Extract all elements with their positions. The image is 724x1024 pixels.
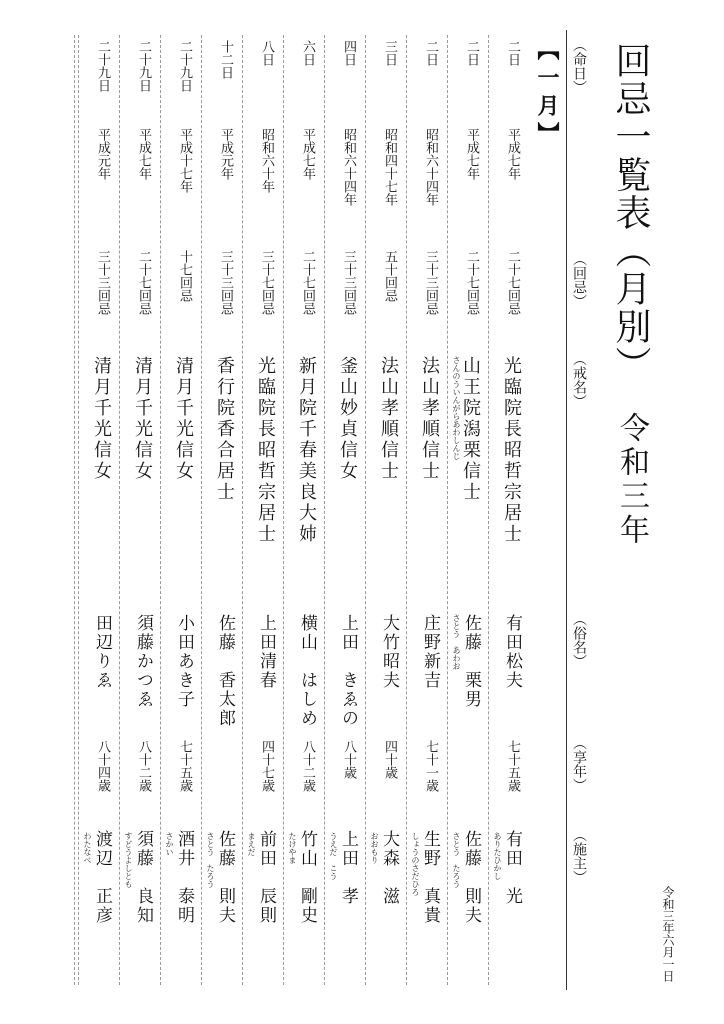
row-era: 平成元年 bbox=[95, 128, 110, 180]
row-sesh-ruby: さかい bbox=[165, 832, 174, 856]
row-separator bbox=[283, 35, 284, 985]
row-zokumyo: 須藤かつゑ bbox=[133, 614, 153, 709]
row-zokumyo: 上田 きゑの bbox=[338, 614, 358, 728]
row-separator bbox=[242, 35, 243, 985]
row-kaimyo: 香行院香合居士 bbox=[214, 356, 235, 503]
row-era: 平成十七年 bbox=[177, 128, 192, 193]
row-zokumyo-ruby: さとう あわお bbox=[452, 614, 461, 670]
row-sesh: 須藤 良知 bbox=[133, 830, 153, 925]
row-age: 七十五歳 bbox=[505, 740, 520, 792]
row-day: 四日 bbox=[341, 40, 356, 66]
row-separator bbox=[119, 35, 120, 985]
row-sesh: 酒井 泰明 bbox=[174, 830, 194, 925]
row-sesh-ruby: まえだ bbox=[247, 832, 256, 856]
row-zokumyo: 小田あき子 bbox=[174, 614, 194, 709]
row-zokumyo: 庄野新吉 bbox=[420, 614, 440, 690]
row-era: 昭和六十四年 bbox=[423, 128, 438, 206]
row-kaiki: 三十七回忌 bbox=[259, 250, 274, 315]
row-zokumyo: 有田松夫 bbox=[502, 614, 522, 690]
row-era: 昭和六十四年 bbox=[341, 128, 356, 206]
row-era: 平成七年 bbox=[300, 128, 315, 180]
row-era: 平成七年 bbox=[464, 128, 479, 180]
row-separator bbox=[160, 35, 161, 985]
row-kaimyo-ruby: さんのういんがらあわしんじ bbox=[452, 356, 461, 460]
table-left-border bbox=[74, 35, 75, 985]
row-kaimyo: 清月千光信女 bbox=[91, 356, 112, 482]
row-kaiki: 二十七回忌 bbox=[464, 250, 479, 315]
row-sesh: 大森 滋 bbox=[379, 830, 399, 906]
row-age: 七十五歳 bbox=[177, 740, 192, 792]
row-sesh-ruby: さとう たろう bbox=[206, 832, 215, 888]
row-sesh-ruby: ありたひかし bbox=[493, 832, 502, 880]
row-era: 昭和四十七年 bbox=[382, 128, 397, 206]
row-kaimyo: 法山孝順信士 bbox=[378, 356, 399, 482]
row-sesh-ruby: すどうよしとも bbox=[124, 832, 133, 888]
row-kaimyo: 光臨院長昭哲宗居士 bbox=[255, 356, 276, 545]
row-sesh: 佐藤 則夫 bbox=[461, 830, 481, 925]
row-age: 四十七歳 bbox=[259, 740, 274, 792]
row-era: 平成七年 bbox=[505, 128, 520, 180]
row-kaiki: 二十七回忌 bbox=[505, 250, 520, 315]
row-kaiki: 三十三回忌 bbox=[341, 250, 356, 315]
row-kaiki: 三十三回忌 bbox=[95, 250, 110, 315]
row-separator bbox=[365, 35, 366, 985]
row-age: 八十四歳 bbox=[95, 740, 110, 792]
row-kaiki: 三十三回忌 bbox=[218, 250, 233, 315]
row-era: 平成元年 bbox=[218, 128, 233, 180]
row-day: 三日 bbox=[382, 40, 397, 66]
row-kaiki: 三十三回忌 bbox=[423, 250, 438, 315]
row-sesh: 竹山 剛史 bbox=[297, 830, 317, 925]
row-day: 二日 bbox=[423, 40, 438, 66]
row-sesh: 生野 真貴 bbox=[420, 830, 440, 925]
row-sesh: 佐藤 則夫 bbox=[215, 830, 235, 925]
row-kaiki: 二十七回忌 bbox=[136, 250, 151, 315]
header-age: （享年） bbox=[571, 736, 587, 792]
row-era: 昭和六十年 bbox=[259, 128, 274, 193]
row-kaimyo: 新月院千春美良大姉 bbox=[296, 356, 317, 545]
row-separator bbox=[488, 35, 489, 985]
row-day: 二十九日 bbox=[95, 40, 110, 92]
row-zokumyo: 佐藤 栗男 bbox=[461, 614, 481, 709]
row-kaimyo: 法山孝順信士 bbox=[419, 356, 440, 482]
row-day: 二十九日 bbox=[136, 40, 151, 92]
row-zokumyo: 横山 はしめ bbox=[297, 614, 317, 728]
row-separator bbox=[447, 35, 448, 985]
row-separator bbox=[324, 35, 325, 985]
row-kaimyo: 山王院潟栗信士 bbox=[460, 356, 481, 503]
row-sesh: 有田 光 bbox=[502, 830, 522, 906]
row-kaimyo: 清月千光信女 bbox=[132, 356, 153, 482]
row-separator bbox=[78, 35, 79, 985]
row-day: 八日 bbox=[259, 40, 274, 66]
issue-date: 令和三年六月一日 bbox=[661, 886, 675, 982]
row-day: 十二日 bbox=[218, 40, 233, 79]
row-zokumyo: 上田清春 bbox=[256, 614, 276, 690]
row-day: 二日 bbox=[464, 40, 479, 66]
row-sesh-ruby: うえだ こう bbox=[329, 832, 338, 880]
row-sesh-ruby: たけやま bbox=[288, 832, 297, 864]
row-sesh-ruby: さとう たろう bbox=[452, 832, 461, 888]
month-label: 【一月】 bbox=[534, 38, 560, 150]
row-kaimyo: 清月千光信女 bbox=[173, 356, 194, 482]
header-zokumyo: （俗名） bbox=[571, 612, 587, 668]
row-era: 平成七年 bbox=[136, 128, 151, 180]
row-sesh-ruby: おおもり bbox=[370, 832, 379, 864]
row-age: 八十歳 bbox=[341, 740, 356, 779]
row-day: 二日 bbox=[505, 40, 520, 66]
row-kaiki: 十七回忌 bbox=[177, 250, 192, 302]
row-kaimyo: 光臨院長昭哲宗居士 bbox=[501, 356, 522, 545]
row-age: 四十歳 bbox=[382, 740, 397, 779]
row-zokumyo: 田辺りゑ bbox=[92, 614, 112, 690]
row-kaimyo: 釜山妙貞信女 bbox=[337, 356, 358, 482]
header-day: （命日） bbox=[571, 38, 587, 94]
row-age: 八十二歳 bbox=[136, 740, 151, 792]
header-sesh: （施主） bbox=[571, 828, 587, 884]
row-sesh-ruby: しょうのさだひろ bbox=[411, 832, 420, 896]
row-zokumyo: 佐藤 香太郎 bbox=[215, 614, 235, 728]
row-day: 二十九日 bbox=[177, 40, 192, 92]
row-kaiki: 五十回忌 bbox=[382, 250, 397, 302]
row-kaiki: 二十七回忌 bbox=[300, 250, 315, 315]
row-sesh-ruby: わたなべ bbox=[83, 832, 92, 864]
row-sesh: 渡辺 正彦 bbox=[92, 830, 112, 925]
row-separator bbox=[201, 35, 202, 985]
header-kaiki: （回忌） bbox=[571, 252, 587, 308]
row-separator bbox=[406, 35, 407, 985]
year-label: 令和三年 bbox=[614, 412, 649, 548]
row-age: 八十二歳 bbox=[300, 740, 315, 792]
row-age: 七十一歳 bbox=[423, 740, 438, 792]
header-kaimyo: （戒名） bbox=[571, 352, 587, 408]
row-day: 六日 bbox=[300, 40, 315, 66]
page-title: 回忌一覧表（月別） bbox=[610, 42, 651, 384]
header-divider bbox=[566, 30, 567, 990]
row-zokumyo: 大竹昭夫 bbox=[379, 614, 399, 690]
row-sesh: 上田 孝 bbox=[338, 830, 358, 906]
row-sesh: 前田 辰則 bbox=[256, 830, 276, 925]
